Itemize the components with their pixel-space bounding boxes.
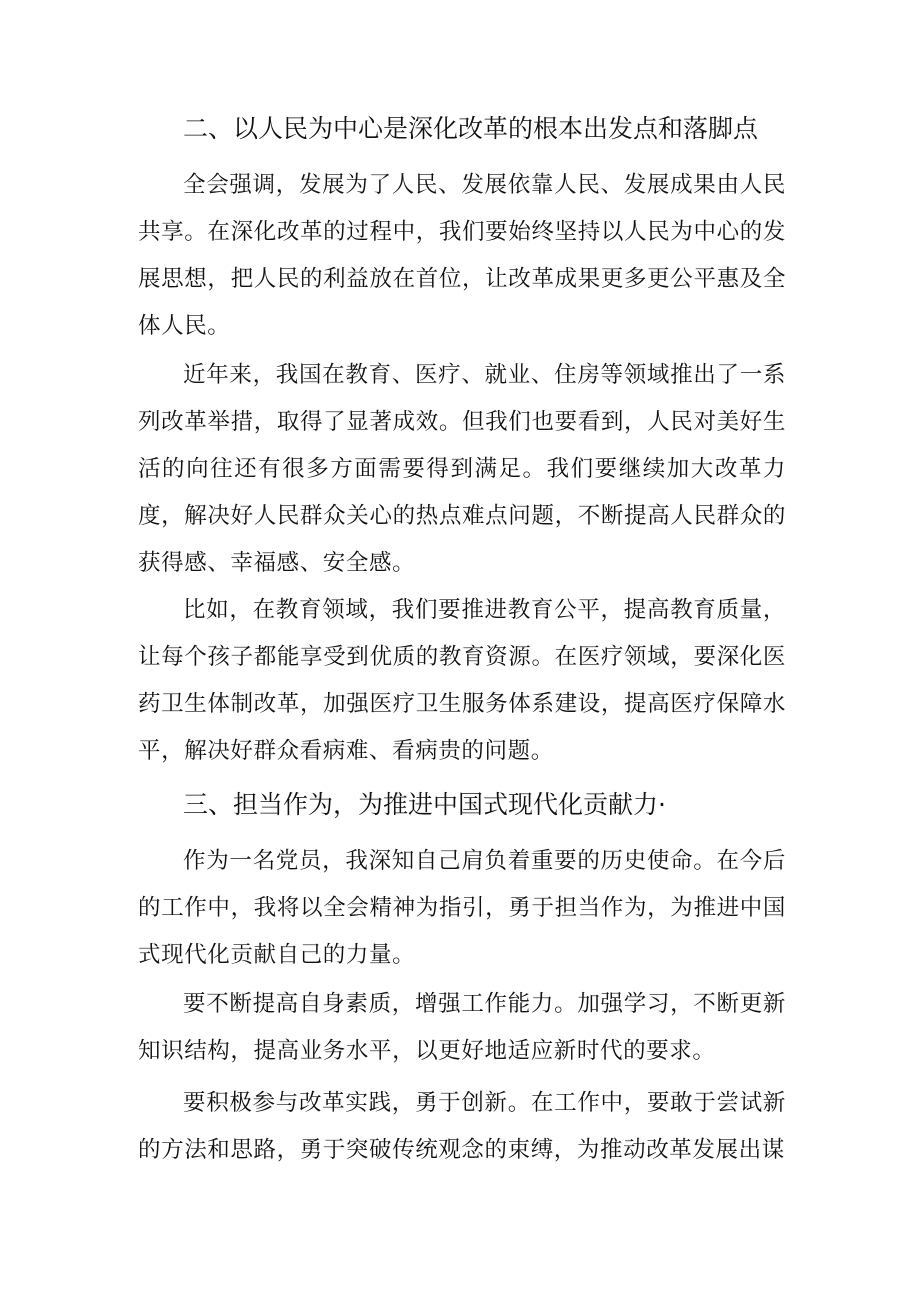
- paragraph-education-medical: 比如，在教育领域，我们要推进教育公平，提高教育质量，让每个孩子都能享受到优质的教育资源。在医疗领域，要深化医药卫生体制改革，加强医疗卫生服务体系建设，提高医疗保障水平，解决好群众看病难、看病贵的问题。: [138, 597, 786, 764]
- paragraph-reform-practice: 要积极参与改革实践，勇于创新。在工作中，要敢于尝试新的方法和思路，勇于突破传统观念的束缚，为推动改革发展出谋: [138, 1090, 786, 1163]
- paragraph-self-improvement: 要不断提高自身素质，增强工作能力。加强学习，不断更新知识结构，提高业务水平，以更好地适应新时代的要求。: [138, 991, 786, 1064]
- paragraph-people-centered: 全会强调，发展为了人民、发展依靠人民、发展成果由人民共享。在深化改革的过程中，我们要始终坚持以人民为中心的发展思想，把人民的利益放在首位，让改革成果更多更公平惠及全体人民。: [138, 172, 786, 339]
- paragraph-recent-reforms: 近年来，我国在教育、医疗、就业、住房等领域推出了一系列改革举措，取得了显著成效。但我们也要看到，人民对美好生活的向往还有很多方面需要得到满足。我们要继续加大改革力度，解决好人民群众关心的热点难点问题，不断提高人民群众的获得感、幸福感、安全感。: [138, 362, 786, 576]
- paragraph-party-member: 作为一名党员，我深知自己肩负着重要的历史使命。在今后的工作中，我将以全会精神为指引，勇于担当作为，为推进中国式现代化贡献自己的力量。: [138, 848, 786, 968]
- section-heading-two: 二、以人民为中心是深化改革的根本出发点和落脚点: [183, 114, 759, 143]
- section-heading-three: 三、担当作为，为推进中国式现代化贡献力·: [183, 790, 666, 819]
